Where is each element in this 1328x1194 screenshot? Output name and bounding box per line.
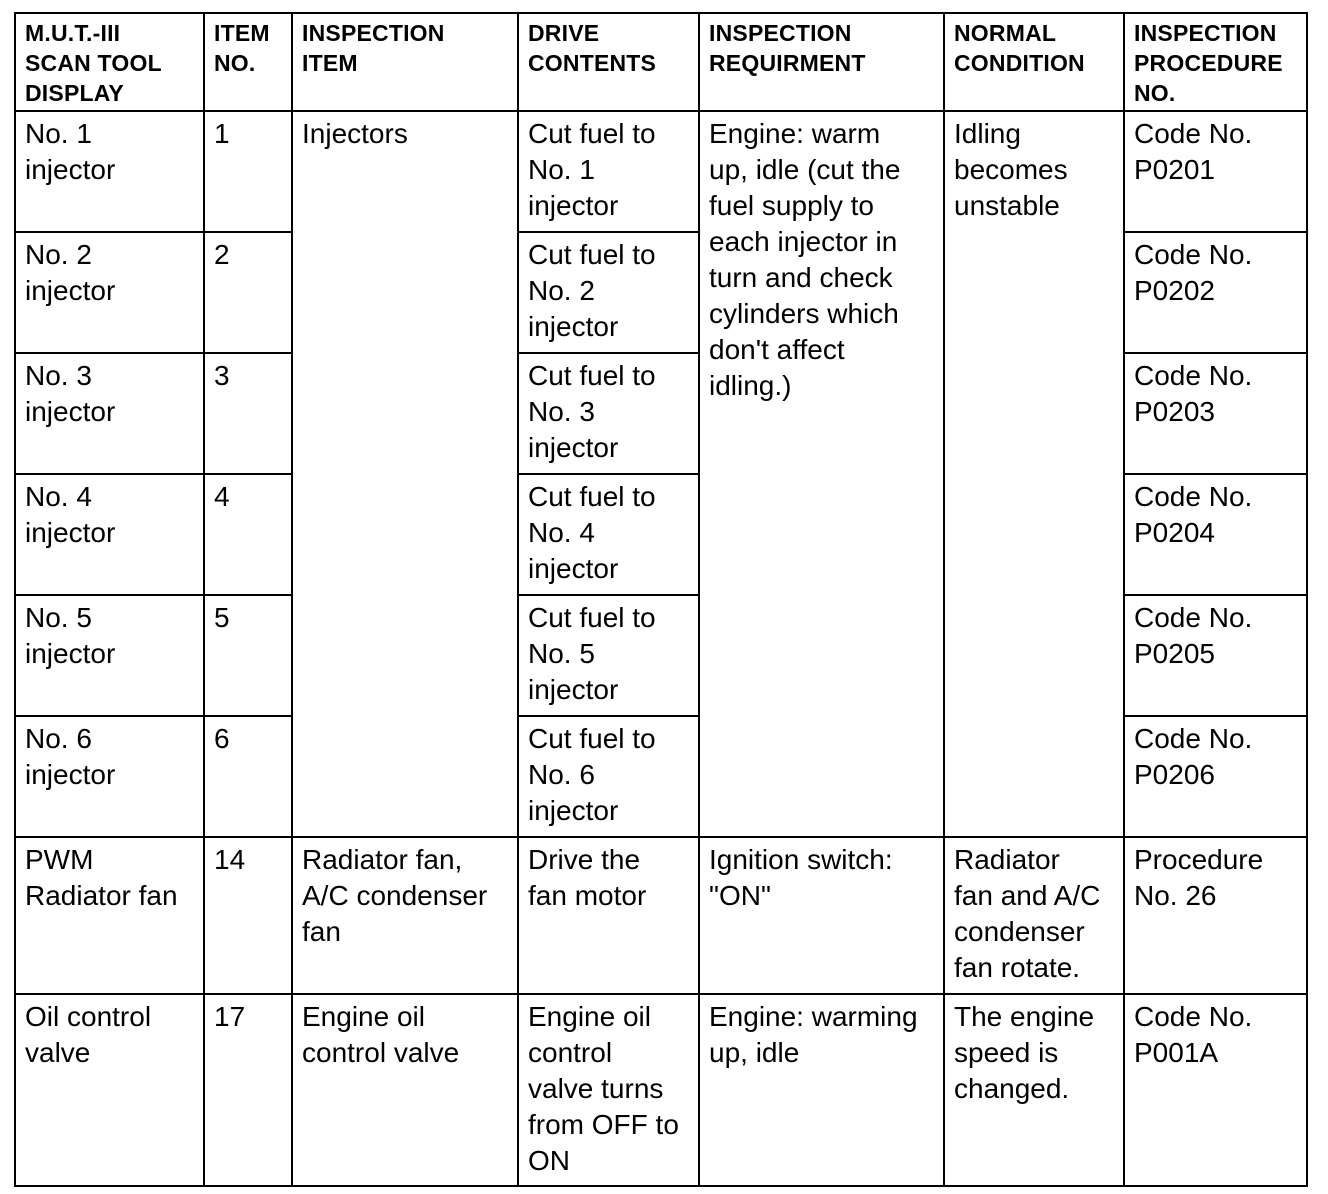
item-no-cell: 5 bbox=[204, 595, 292, 716]
table-row bbox=[15, 994, 1307, 1186]
procedure-no-cell: Code No. P0206 bbox=[1124, 716, 1307, 837]
inspection-item-cell: Radiator fan, A/C condenser fan bbox=[292, 837, 518, 994]
inspection-requirement-cell: Engine: warming up, idle bbox=[699, 994, 944, 1186]
scan-tool-display-cell: No. 3 injector bbox=[15, 353, 204, 474]
scan-tool-display-cell: No. 5 injector bbox=[15, 595, 204, 716]
normal-condition-cell: The engine speed is changed. bbox=[944, 994, 1124, 1186]
header-scan-tool-display: M.U.T.-III SCAN TOOL DISPLAY bbox=[15, 13, 204, 111]
item-no-cell: 17 bbox=[204, 994, 292, 1186]
procedure-no-cell: Code No. P0203 bbox=[1124, 353, 1307, 474]
header-normal-condition: NORMAL CONDITION bbox=[944, 13, 1124, 111]
procedure-no-cell: Code No. P0201 bbox=[1124, 111, 1307, 232]
table-row bbox=[15, 111, 1307, 232]
normal-condition-cell: Radiator fan and A/C condenser fan rotate. bbox=[944, 837, 1124, 994]
item-no-cell: 14 bbox=[204, 837, 292, 994]
drive-contents-cell: Cut fuel to No. 1 injector bbox=[518, 111, 699, 232]
drive-contents-cell: Cut fuel to No. 5 injector bbox=[518, 595, 699, 716]
header-procedure-no: INSPECTION PROCEDURE NO. bbox=[1124, 13, 1307, 111]
scan-tool-display-cell: No. 6 injector bbox=[15, 716, 204, 837]
item-no-cell: 6 bbox=[204, 716, 292, 837]
inspection-requirement-cell: Engine: warm up, idle (cut the fuel supply to each injector in turn and check cylinders which don't affect idling.) bbox=[699, 111, 944, 837]
drive-contents-cell: Drive the fan motor bbox=[518, 837, 699, 994]
normal-condition-cell: Idling becomes unstable bbox=[944, 111, 1124, 837]
header-drive-contents: DRIVE CONTENTS bbox=[518, 13, 699, 111]
inspection-requirement-cell: Ignition switch: "ON" bbox=[699, 837, 944, 994]
table-row bbox=[15, 837, 1307, 994]
inspection-item-cell: Engine oil control valve bbox=[292, 994, 518, 1186]
header-inspection-item: INSPECTION ITEM bbox=[292, 13, 518, 111]
procedure-no-cell: Code No. P0205 bbox=[1124, 595, 1307, 716]
item-no-cell: 2 bbox=[204, 232, 292, 353]
procedure-no-cell: Code No. P001A bbox=[1124, 994, 1307, 1186]
item-no-cell: 1 bbox=[204, 111, 292, 232]
item-no-cell: 3 bbox=[204, 353, 292, 474]
scan-tool-display-cell: No. 4 injector bbox=[15, 474, 204, 595]
actuator-test-table bbox=[14, 12, 1308, 1187]
drive-contents-cell: Cut fuel to No. 2 injector bbox=[518, 232, 699, 353]
drive-contents-cell: Engine oil control valve turns from OFF to ON bbox=[518, 994, 699, 1186]
header-item-no: ITEM NO. bbox=[204, 13, 292, 111]
drive-contents-cell: Cut fuel to No. 4 injector bbox=[518, 474, 699, 595]
scan-tool-display-cell: No. 1 injector bbox=[15, 111, 204, 232]
item-no-cell: 4 bbox=[204, 474, 292, 595]
procedure-no-cell: Procedure No. 26 bbox=[1124, 837, 1307, 994]
header-inspection-requirement: INSPECTION REQUIRMENT bbox=[699, 13, 944, 111]
procedure-no-cell: Code No. P0202 bbox=[1124, 232, 1307, 353]
drive-contents-cell: Cut fuel to No. 6 injector bbox=[518, 716, 699, 837]
procedure-no-cell: Code No. P0204 bbox=[1124, 474, 1307, 595]
header-row bbox=[15, 13, 1307, 111]
drive-contents-cell: Cut fuel to No. 3 injector bbox=[518, 353, 699, 474]
scan-tool-display-cell: PWM Radiator fan bbox=[15, 837, 204, 994]
scan-tool-display-cell: Oil control valve bbox=[15, 994, 204, 1186]
scan-tool-display-cell: No. 2 injector bbox=[15, 232, 204, 353]
inspection-item-cell: Injectors bbox=[292, 111, 518, 837]
